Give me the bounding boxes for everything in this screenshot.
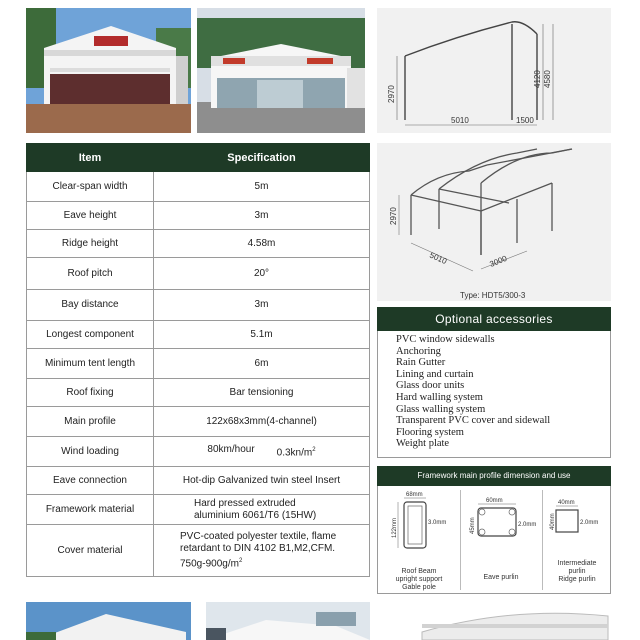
- table-header-item: Item: [27, 144, 154, 172]
- bottom-photo-3: [412, 602, 612, 640]
- isometric-frame-diagram: [377, 143, 611, 301]
- accessories-list: [377, 331, 611, 458]
- bottom-photo-2: [206, 602, 370, 640]
- list-item: Hard walling system: [396, 391, 483, 403]
- list-item: Glass walling system: [396, 403, 486, 415]
- list-item: Weight plate: [396, 438, 450, 450]
- table-row: Clear-span width 5m: [27, 172, 370, 202]
- svg-text:40mm: 40mm: [558, 500, 575, 506]
- dim-eave-height: 2970: [387, 85, 396, 103]
- svg-text:122mm: 122mm: [392, 517, 398, 538]
- table-row: Wind loading 80km/hour $0.3kn/m^2$: [27, 437, 370, 467]
- table-header-spec: Specification: [154, 144, 370, 172]
- dim-total-height: 4580: [543, 70, 552, 88]
- table-row: Roof fixing Bar tensioning: [27, 379, 370, 407]
- tent-type-label: Type: HDT5/300-3: [460, 291, 526, 300]
- table-row: Main profile 122x68x3mm(4-channel): [27, 407, 370, 437]
- framework-profiles: [377, 486, 611, 594]
- svg-text:68mm: 68mm: [406, 492, 423, 498]
- iso-dim-bay: 3000: [488, 253, 509, 269]
- svg-text:40mm: 40mm: [550, 513, 556, 530]
- dim-width: 5010: [451, 116, 469, 125]
- profile-intermediate-purlin: 40mm 40mm 2.0mm Intermediate purlin Ridge purlin: [550, 500, 599, 583]
- svg-text:3.0mm: 3.0mm: [428, 520, 447, 526]
- table-row: Eave height 3m: [27, 202, 370, 230]
- svg-text:2.0mm: 2.0mm: [518, 522, 537, 528]
- iso-dim-height: 2970: [389, 207, 398, 225]
- table-row: Minimum tent length 6m: [27, 349, 370, 379]
- svg-text:60mm: 60mm: [486, 498, 503, 504]
- front-elevation-diagram: [377, 8, 611, 133]
- profile-eave-purlin: 60mm 45mm 2.0mm Eave purlin: [470, 498, 537, 581]
- tent-photo-left: [26, 8, 191, 133]
- list-item: Lining and curtain: [396, 368, 474, 380]
- wind-load: $0.3kn/m^2$: [276, 446, 316, 459]
- list-item: Transparent PVC cover and sidewall: [396, 415, 551, 427]
- table-row: Cover material PVC-coated polyester textile, flame retardant to DIN 4102 B1,M2,CFM. $750g-900g/m^2$: [27, 525, 370, 577]
- profile-roof-beam: 68mm 122mm 3.0mm Roof Beam upright support Gable pole: [392, 492, 447, 591]
- list-item: PVC window sidewalls: [396, 334, 495, 345]
- svg-text:45mm: 45mm: [470, 517, 476, 534]
- list-item: Glass door units: [396, 380, 465, 392]
- list-item: Flooring system: [396, 426, 464, 438]
- table-row: Longest component 5.1m: [27, 321, 370, 349]
- list-item: Anchoring: [396, 345, 441, 357]
- table-row: Roof pitch 20°: [27, 258, 370, 290]
- table-row: Eave connection Hot-dip Galvanized twin steel Insert: [27, 467, 370, 495]
- spec-table: [26, 143, 370, 577]
- wind-speed: 80km/hour: [207, 443, 255, 455]
- tent-photo-right: [197, 8, 365, 133]
- bottom-photo-1: [26, 602, 191, 640]
- iso-dim-width: 5010: [428, 250, 449, 267]
- table-row: Ridge height 4.58m: [27, 230, 370, 258]
- list-item: Rain Gutter: [396, 357, 446, 369]
- table-row: Bay distance 3m: [27, 290, 370, 321]
- dim-extension: 1500: [516, 116, 534, 125]
- dim-ridge-height: 4120: [533, 70, 542, 88]
- table-row: Framework material Hard pressed extruded aluminium 6061/T6 (15HW): [27, 495, 370, 525]
- accessories-title: Optional accessories: [377, 307, 611, 331]
- framework-title: Framework main profile dimension and use: [377, 466, 611, 486]
- svg-text:2.0mm: 2.0mm: [580, 520, 599, 526]
